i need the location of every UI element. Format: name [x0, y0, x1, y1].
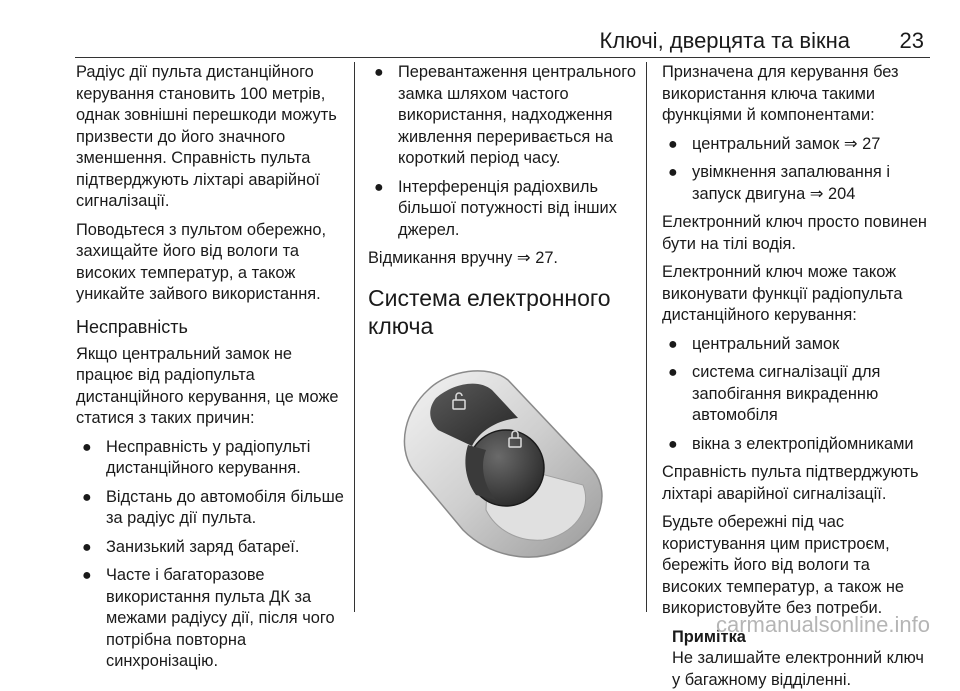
bullet-icon: ● — [668, 362, 678, 384]
list-item: ● Перевантаження центрального замка шляхом частого використання, надходження живлення переривається на короткий період часу. — [368, 62, 640, 170]
list-item: ● вікна з електропідйомниками — [662, 434, 934, 456]
paragraph: Будьте обережні під час користування цим пристроєм, бережіть його від вологи та високих температур, а також не використовуйте без потреби. — [662, 512, 934, 620]
paragraph: Електронний ключ може також виконувати функції радіопульта дистанційного керування: — [662, 262, 934, 327]
column-divider — [354, 62, 355, 612]
bullet-list — [368, 62, 640, 241]
column-1 — [76, 62, 348, 680]
electronic-key-fob-image — [368, 350, 632, 582]
bullet-icon: ● — [82, 537, 92, 559]
paragraph: Радіус дії пульта дистанційного керування становить 100 метрів, однак зовнішні перешкоди можуть призвести до його значного зменшення. Справність пульта підтверджують ліхтарі аварійної сигналізації. — [76, 62, 348, 213]
section-heading: Несправність — [76, 316, 348, 338]
list-item: ● Занизький заряд батареї. — [76, 537, 348, 559]
list-item: ● центральний замок — [662, 334, 934, 356]
bullet-icon: ● — [668, 434, 678, 456]
bullet-icon: ● — [82, 487, 92, 509]
page-header — [0, 0, 960, 58]
paragraph: Поводьтеся з пультом обережно, захищайте його від вологи та високих температур, а також уникайте зайвого використання. — [76, 220, 348, 306]
list-item: ● система сигналізації для запобігання викраденню автомобіля — [662, 362, 934, 427]
page-number: 23 — [900, 28, 924, 54]
bullet-icon: ● — [668, 134, 678, 156]
watermark: carmanualsonline.info — [716, 612, 930, 638]
bullet-icon: ● — [374, 177, 384, 199]
page-title: Ключі, дверцята та вікна — [600, 28, 850, 54]
bullet-icon: ● — [82, 565, 92, 587]
header-rule — [75, 57, 930, 58]
bullet-list — [662, 134, 934, 206]
bullet-list — [662, 334, 934, 456]
list-item: ● центральний замок ⇒ 27 — [662, 134, 934, 156]
paragraph: Призначена для керування без використання ключа такими функціями й компонентами: — [662, 62, 934, 127]
bullet-icon: ● — [668, 162, 678, 184]
section-heading: Система електронного ключа — [368, 284, 640, 340]
paragraph: Відмикання вручну ⇒ 27. — [368, 248, 640, 270]
bullet-list — [76, 437, 348, 673]
list-item: ● Відстань до автомобіля більше за радіус дії пульта. — [76, 487, 348, 530]
paragraph: Електронний ключ просто повинен бути на тілі водія. — [662, 212, 934, 255]
column-divider — [646, 62, 647, 612]
bullet-icon: ● — [82, 437, 92, 459]
bullet-icon: ● — [374, 62, 384, 84]
list-item: ● Несправність у радіопульті дистанційного керування. — [76, 437, 348, 480]
column-3 — [662, 62, 934, 691]
note-title: Примітка — [672, 627, 934, 649]
list-item: ● Часте і багаторазове використання пульта ДК за межами радіусу дії, після чого потрібна повторна синхронізацію. — [76, 565, 348, 673]
note-text: Не залишайте електронний ключ у багажному відділенні. — [672, 648, 934, 691]
column-2 — [368, 62, 640, 582]
paragraph: Справність пульта підтверджують ліхтарі аварійної сигналізації. — [662, 462, 934, 505]
paragraph: Якщо центральний замок не працює від радіопульта дистанційного керування, це може статися з таких причин: — [76, 344, 348, 430]
list-item: ● Інтерференція радіохвиль більшої потужності від інших джерел. — [368, 177, 640, 242]
list-item: ● увімкнення запалювання і запуск двигуна ⇒ 204 — [662, 162, 934, 205]
bullet-icon: ● — [668, 334, 678, 356]
